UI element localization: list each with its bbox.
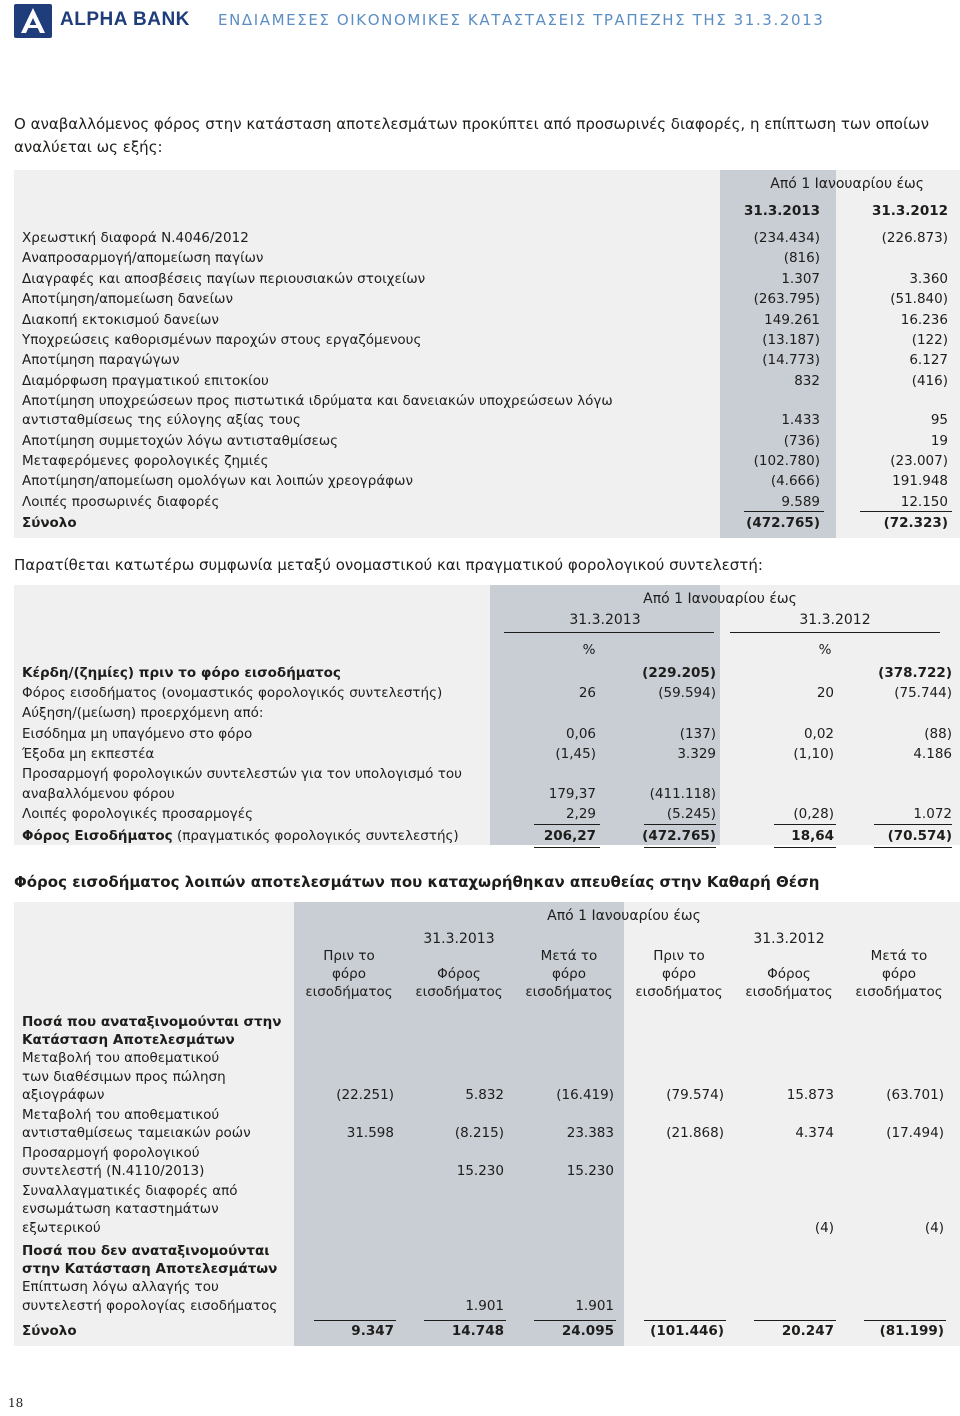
value-cell: (16.419) xyxy=(556,1087,614,1103)
pct-header: % xyxy=(582,642,596,658)
value-cell: (63.701) xyxy=(886,1087,944,1103)
total-cell: 24.095 xyxy=(561,1323,614,1339)
value-2012: (226.873) xyxy=(881,230,948,246)
value-cell: (17.494) xyxy=(886,1125,944,1141)
row-label: εξωτερικού xyxy=(22,1219,101,1236)
value-cell: (4) xyxy=(814,1219,834,1236)
total-label-rest: (πραγματικός φορολογικός συντελεστής) xyxy=(172,827,459,844)
pct-2012: 20 xyxy=(816,685,834,702)
row-label: Χρεωστική διαφορά Ν.4046/2012 xyxy=(22,230,249,246)
col-header-2013: 31.3.2013 xyxy=(743,203,820,219)
row-label: Λοιπές προσωρινές διαφορές xyxy=(22,493,220,510)
value-cell: (79.574) xyxy=(666,1087,724,1103)
group-label: Ποσά που αναταξινομούνται στην xyxy=(22,1014,282,1030)
total-amount-2012: (70.574) xyxy=(887,827,952,844)
row-label: Φόρος εισοδήματος (ονομαστικός φορολογικός συντελεστής) xyxy=(22,685,443,702)
row-label: ενσωμάτωση καταστημάτων xyxy=(22,1201,219,1217)
period-header: Από 1 Ιανουαρίου έως xyxy=(643,591,797,607)
row-label: Μεταβολή του αποθεματικού xyxy=(22,1106,220,1123)
value-cell: 4.374 xyxy=(795,1125,834,1141)
col-header-2012: 31.3.2012 xyxy=(799,612,871,628)
amount-2012: 4.186 xyxy=(913,745,952,762)
value-cell: 15.230 xyxy=(456,1163,504,1179)
value-2013: 9.589 xyxy=(781,493,820,510)
total-pct-2013: 206,27 xyxy=(543,827,596,844)
value-2012: 3.360 xyxy=(909,270,948,287)
row-label: Αποτίμηση/απομείωση ομολόγων και λοιπών χρεογράφων xyxy=(22,473,413,490)
value-2013: (736) xyxy=(783,432,820,449)
total-2012: (72.323) xyxy=(883,515,948,532)
row-label: αναβαλλόμενου φόρου xyxy=(22,786,175,803)
value-2013: (4.666) xyxy=(770,473,820,490)
row-label: Υποχρεώσεις καθορισμένων παροχών στους εργαζόμενους xyxy=(22,332,422,348)
value-2012: 95 xyxy=(930,412,948,429)
total-label: Σύνολο xyxy=(22,515,77,532)
total-2013: (472.765) xyxy=(746,515,820,532)
amount-2012: (378.722) xyxy=(878,665,952,681)
intro-text: Ο αναβαλλόμενος φόρος στην κατάσταση αποτελεσμάτων προκύπτει από προσωρινές διαφορές, η επίπτωση των οποίων αναλύεται ως εξής: xyxy=(14,115,929,156)
value-2013: (816) xyxy=(783,250,820,267)
value-2012: 16.236 xyxy=(900,311,948,328)
sub-header: Μετά το xyxy=(540,948,598,964)
sub-header: εισοδήματος xyxy=(415,984,503,1000)
col-header-2013: 31.3.2013 xyxy=(423,931,495,947)
value-2013: (13.187) xyxy=(762,332,820,348)
row-label: Έξοδα μη εκπεστέα xyxy=(22,745,155,762)
pct-header: % xyxy=(818,642,832,658)
row-label: αντισταθμίσεως ταμειακών ροών xyxy=(22,1125,251,1141)
value-cell: (22.251) xyxy=(336,1087,394,1103)
row-label: Συναλλαγματικές διαφορές από xyxy=(22,1182,238,1199)
row-label: Εισόδημα μη υπαγόμενο στο φόρο xyxy=(22,725,253,742)
sub-header: εισοδήματος xyxy=(745,984,833,1000)
value-cell: 15.230 xyxy=(566,1163,614,1179)
total-cell: 20.247 xyxy=(781,1323,834,1339)
sub-header: φόρο xyxy=(332,966,366,982)
amount-2012: 1.072 xyxy=(913,806,952,823)
section3-title: Φόρος εισοδήματος λοιπών αποτελεσμάτων που καταχωρήθηκαν απευθείας στην Καθαρή Θέση xyxy=(14,873,820,891)
pct-2013: 179,37 xyxy=(548,786,596,803)
value-2013: 1.307 xyxy=(781,270,820,287)
value-2013: 149.261 xyxy=(764,311,820,328)
value-cell: 15.873 xyxy=(786,1087,834,1103)
sub-header: εισοδήματος xyxy=(635,984,723,1000)
row-label: Αναπροσαρμογή/απομείωση παγίων xyxy=(22,250,264,267)
bank-name: ALPHA BANK xyxy=(60,9,190,30)
row-label: συντελεστή (Ν.4110/2013) xyxy=(22,1163,205,1179)
alpha-logo-icon xyxy=(14,4,52,38)
total-pct-2012: 18,64 xyxy=(791,827,834,844)
value-2012: (416) xyxy=(911,372,948,389)
row-label: Προσαρμογή φορολογικών συντελεστών για τον υπολογισμό του xyxy=(22,766,462,782)
group-label: Κατάσταση Αποτελεσμάτων xyxy=(22,1032,235,1048)
value-cell: (21.868) xyxy=(666,1125,724,1141)
value-2013: (102.780) xyxy=(753,453,820,469)
row-label: Αποτίμηση υποχρεώσεων προς πιστωτικά ιδρύματα και δανειακών υποχρεώσεων λόγω xyxy=(22,393,613,410)
total-cell: 14.748 xyxy=(451,1323,504,1339)
amount-2013: (5.245) xyxy=(666,806,716,823)
page-header xyxy=(0,0,960,44)
value-cell: 31.598 xyxy=(346,1125,394,1141)
row-label: Διαμόρφωση πραγματικού επιτοκίου xyxy=(22,372,269,389)
pct-2013: 26 xyxy=(578,685,596,702)
value-2013: (263.795) xyxy=(753,291,820,308)
row-label: Αύξηση/(μείωση) προερχόμενη από: xyxy=(22,705,264,722)
total-amount-2013: (472.765) xyxy=(642,827,716,844)
row-label: Αποτίμηση παραγώγων xyxy=(22,352,180,369)
row-label: Διακοπή εκτοκισμού δανείων xyxy=(22,311,219,328)
sub-header: φόρο xyxy=(882,966,916,982)
row-label: των διαθέσιμων προς πώληση xyxy=(22,1068,226,1085)
row-label: Προσαρμογή φορολογικού xyxy=(22,1144,200,1161)
col-header-2012: 31.3.2012 xyxy=(871,203,948,219)
amount-2013: (229.205) xyxy=(642,665,716,681)
value-2012: (122) xyxy=(911,332,948,348)
section2-text: Παρατίθεται κατωτέρω συμφωνία μεταξύ ονομαστικού και πραγματικού φορολογικού συντελεστή: xyxy=(14,556,763,574)
total-cell: (101.446) xyxy=(650,1323,724,1339)
amount-2013: 3.329 xyxy=(677,745,716,762)
total-label xyxy=(22,828,459,845)
value-cell: 5.832 xyxy=(465,1087,504,1103)
value-2012: (23.007) xyxy=(890,453,948,469)
col-header-2013: 31.3.2013 xyxy=(569,612,641,628)
amount-2012: (88) xyxy=(924,725,952,742)
amount-2013: (411.118) xyxy=(649,786,716,803)
value-2012: (51.840) xyxy=(890,291,948,308)
row-label: Κέρδη/(ζημίες) πριν το φόρο εισοδήματος xyxy=(22,665,341,681)
sub-header: εισοδήματος xyxy=(525,984,613,1000)
row-label: Αποτίμηση συμμετοχών λόγω αντισταθμίσεως xyxy=(22,432,339,449)
sub-header: φόρο xyxy=(552,966,586,982)
row-label: Μεταβολή του αποθεματικού xyxy=(22,1050,220,1066)
value-cell: 1.901 xyxy=(575,1297,614,1314)
value-2013: (14.773) xyxy=(762,352,820,369)
value-2012: 12.150 xyxy=(900,493,948,510)
row-label: συντελεστή φορολογίας εισοδήματος xyxy=(22,1297,278,1314)
row-label: αξιογράφων xyxy=(22,1087,105,1103)
sub-header: Πριν το xyxy=(653,948,705,964)
pct-2012: (1,10) xyxy=(793,745,834,762)
amount-2013: (137) xyxy=(679,725,716,742)
row-label: αντισταθμίσεως της εύλογης αξίας τους xyxy=(22,412,301,429)
pct-2012: 0,02 xyxy=(803,725,834,742)
value-2012: 191.948 xyxy=(892,473,948,490)
page-title: ΕΝΔΙΑΜΕΣΕΣ ΟΙΚΟΝΟΜΙΚΕΣ ΚΑΤΑΣΤΑΣΕΙΣ ΤΡΑΠΕΖΗΣ ΤΗΣ 31.3.2013 xyxy=(218,11,825,29)
tax-rate-reconciliation-table xyxy=(14,585,960,845)
row-label: Διαγραφές και αποσβέσεις παγίων περιουσιακών στοιχείων xyxy=(22,270,426,287)
oci-tax-table xyxy=(14,902,960,1346)
total-cell: (81.199) xyxy=(879,1323,944,1339)
row-label: Επίπτωση λόγω αλλαγής του xyxy=(22,1279,219,1295)
amount-2013: (59.594) xyxy=(658,685,716,702)
deferred-tax-table xyxy=(14,170,960,538)
value-2012: 6.127 xyxy=(909,352,948,369)
sub-header: εισοδήματος xyxy=(305,984,393,1000)
value-2012: 19 xyxy=(930,432,948,449)
page-number: 18 xyxy=(8,1396,24,1410)
value-2013: 832 xyxy=(794,372,820,389)
row-label: Λοιπές φορολογικές προσαρμογές xyxy=(22,806,254,823)
period-header: Από 1 Ιανουαρίου έως xyxy=(770,176,924,192)
amount-2012: (75.744) xyxy=(894,685,952,702)
group-label: στην Κατάσταση Αποτελεσμάτων xyxy=(22,1261,278,1277)
value-cell: (8.215) xyxy=(454,1125,504,1141)
sub-header: εισοδήματος xyxy=(855,984,943,1000)
sub-header: Φόρος xyxy=(767,966,811,982)
total-label-bold: Φόρος Εισοδήματος xyxy=(22,827,173,844)
value-2013: (234.434) xyxy=(753,230,820,246)
value-cell: (4) xyxy=(924,1219,944,1236)
total-label: Σύνολο xyxy=(22,1323,77,1339)
row-label: Μεταφερόμενες φορολογικές ζημιές xyxy=(22,453,269,469)
pct-2012: (0,28) xyxy=(793,806,834,823)
sub-header: Πριν το xyxy=(323,948,375,964)
value-cell: 1.901 xyxy=(465,1297,504,1314)
group-label: Ποσά που δεν αναταξινομούνται xyxy=(22,1243,270,1259)
pct-2013: (1,45) xyxy=(555,745,596,762)
pct-2013: 0,06 xyxy=(565,725,596,742)
value-2013: 1.433 xyxy=(781,412,820,429)
period-header: Από 1 Ιανουαρίου έως xyxy=(547,908,701,924)
row-label: Αποτίμηση/απομείωση δανείων xyxy=(22,291,233,308)
sub-header: Μετά το xyxy=(870,948,928,964)
sub-header: φόρο xyxy=(662,966,696,982)
value-cell: 23.383 xyxy=(566,1125,614,1141)
col-header-2012: 31.3.2012 xyxy=(753,931,825,947)
total-cell: 9.347 xyxy=(351,1323,394,1339)
pct-2013: 2,29 xyxy=(565,806,596,823)
sub-header: Φόρος xyxy=(437,966,481,982)
